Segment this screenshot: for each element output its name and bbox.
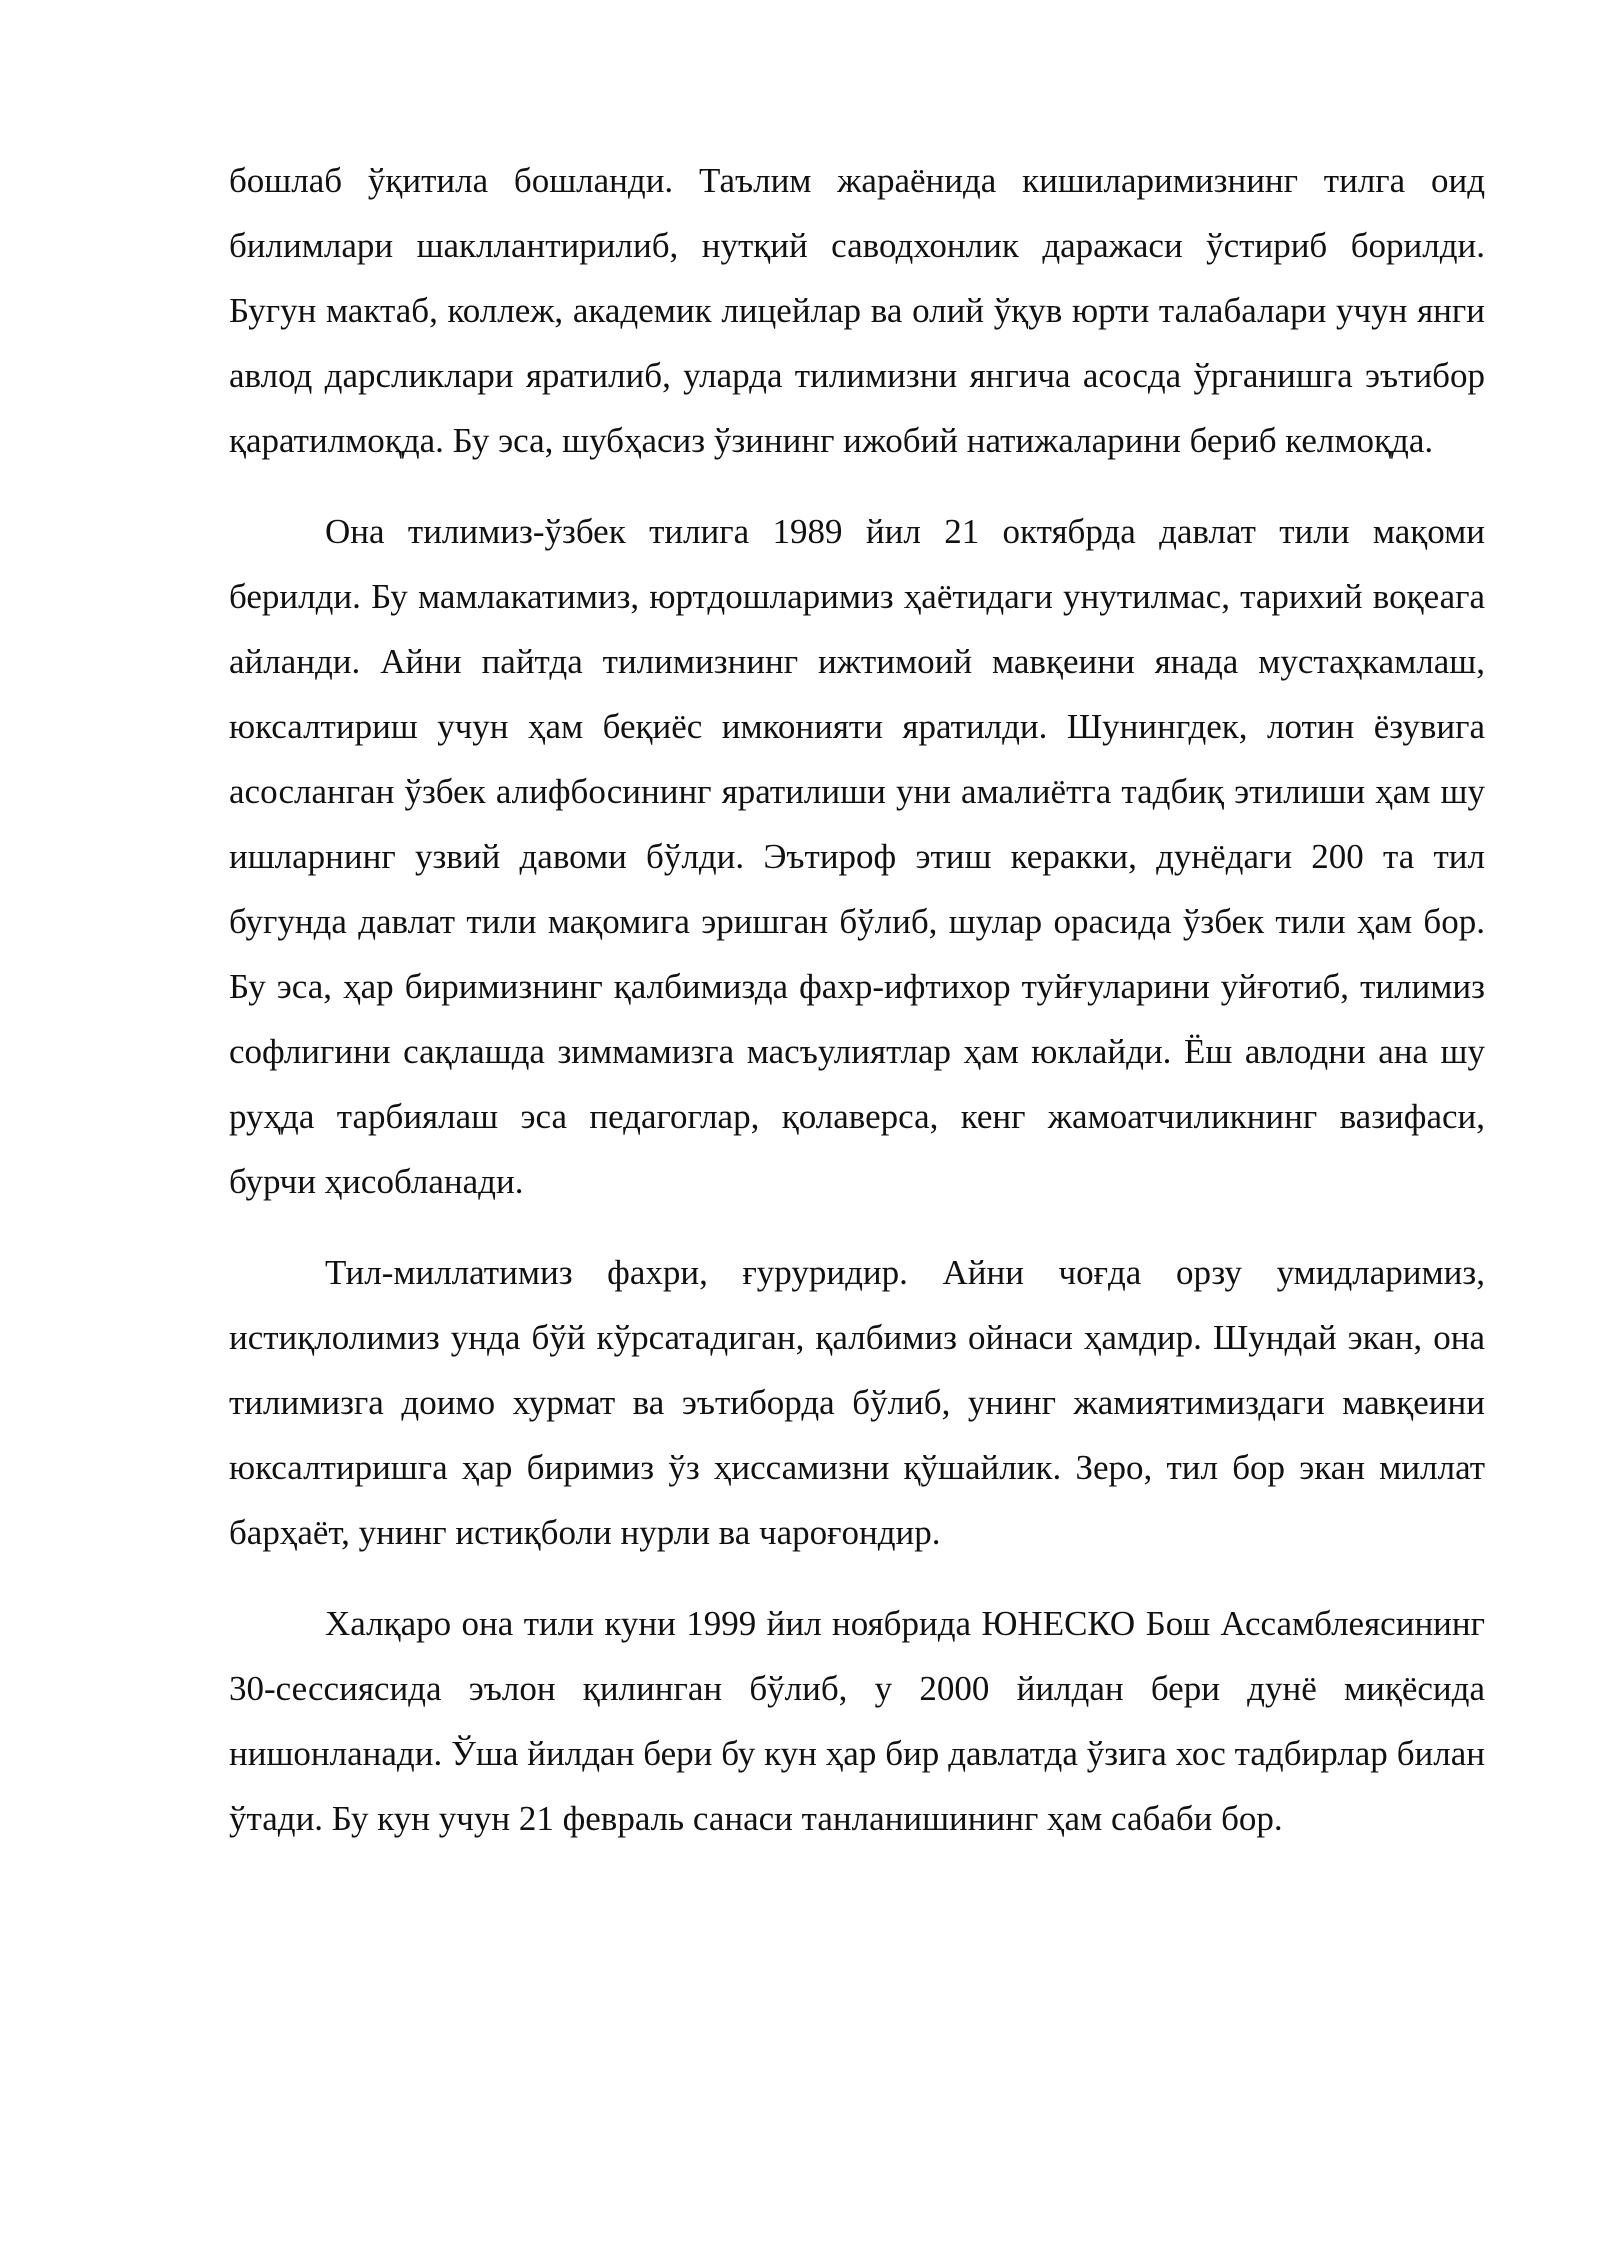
document-page: [229, 148, 1485, 1877]
paragraph-continuation: бошлаб ўқитила бошланди. Таълим жараёнида кишиларимизнинг тилга оид билимлари шакллантирилиб, нутқий саводхонлик даражаси ўстириб борилди. Бугун мактаб, коллеж, академик лицейлар ва олий ўқув юрти талабалари учун янги авлод дарсликлари яратилиб, уларда тилимизни янгича асосда ўрганишга эътибор қаратилмоқда. Бу эса, шубҳасиз ўзининг ижобий натижаларини бериб келмоқда.: [229, 161, 1485, 460]
paragraph-mother-language-day: Халқаро она тили куни 1999 йил ноябрида ЮНЕСКО Бош Ассамблеясининг 30-сессиясида эълон қилинган бўлиб, у 2000 йилдан бери дунё миқёсида нишонланади. Ўша йилдан бери бу кун ҳар бир давлатда ўзига хос тадбирлар билан ўтади. Бу кун учун 21 февраль санаси танланишининг ҳам сабаби бор.: [229, 1604, 1485, 1838]
paragraph-nation-pride: Тил-миллатимиз фахри, ғуруридир. Айни чоғда орзу умидларимиз, истиқлолимиз унда бўй кўрсатадиган, қалбимиз ойнаси ҳамдир. Шундай экан, она тилимизга доимо хурмат ва эътиборда бўлиб, унинг жамиятимиздаги мавқеини юксалтиришга ҳар биримиз ўз ҳиссамизни қўшайлик. Зеро, тил бор экан миллат барҳаёт, унинг истиқболи нурли ва чароғондир.: [229, 1253, 1485, 1552]
paragraph-state-language: Она тилимиз-ўзбек тилига 1989 йил 21 октябрда давлат тили мақоми берилди. Бу мамлакатимиз, юртдошларимиз ҳаётидаги унутилмас, тарихий воқеага айланди. Айни пайтда тилимизнинг ижтимоий мавқеини янада мустаҳкамлаш, юксалтириш учун ҳам беқиёс имконияти яратилди. Шунингдек, лотин ёзувига асосланган ўзбек алифбосининг яратилиши уни амалиётга тадбиқ этилиши ҳам шу ишларнинг узвий давоми бўлди. Эътироф этиш керакки, дунёдаги 200 та тил бугунда давлат тили мақомига эришган бўлиб, шулар орасида ўзбек тили ҳам бор. Бу эса, ҳар биримизнинг қалбимизда фахр-ифтихор туйғуларини уйғотиб, тилимиз софлигини сақлашда зиммамизга масъулиятлар ҳам юклайди. Ёш авлодни ана шу руҳда тарбиялаш эса педагоглар, қолаверса, кенг жамоатчиликнинг вазифаси, бурчи ҳисобланади.: [229, 512, 1485, 1201]
